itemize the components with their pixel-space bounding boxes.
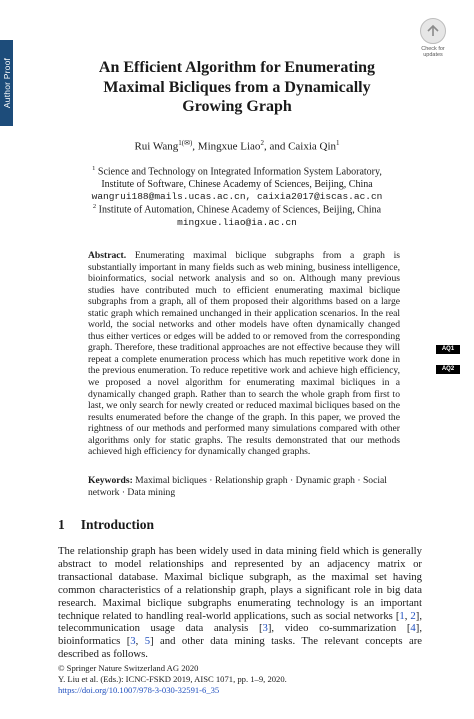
copyright-line: © Springer Nature Switzerland AG 2020 [58, 663, 199, 673]
check-for-updates-label: Check for updates [421, 46, 445, 58]
check-for-updates-icon [420, 18, 446, 44]
keywords-text: Maximal bicliques · Relationship graph · Dynamic graph · Social network · Data mining [88, 475, 387, 498]
affiliation-2-email: mingxue.liao@ia.ac.cn [177, 216, 297, 228]
abstract [88, 250, 400, 458]
introduction-paragraph: The relationship graph has been widely used in data mining field which is generally abstract to model relationships and represented by an adjacency matrix or transactional database. Maximal biclique subgraph, as the maximal set having common characteristics of a relationship graph, plays a significant role in big data research. Maximal biclique subgraphs enumerating technology is an important technique related to handling real-world applications, such as social networks [1, 2], telecommunication usage data analysis [3], video co-summarization [4], bioinformatics [3, 5] and other data mining tasks. The relevant concepts are described as follows. [58, 545, 423, 661]
author-proof-label: Author Proof [1, 57, 12, 109]
affiliation-1-email: wangrui188@mails.ucas.ac.cn, caixia2017@iscas.ac.cn [91, 191, 383, 203]
check-for-updates-badge[interactable] [418, 18, 448, 62]
author-query-tag-2[interactable]: AQ2 [436, 365, 460, 374]
section-title: Introduction [80, 517, 155, 532]
citation-link[interactable]: 3 [262, 622, 268, 635]
citation-link[interactable]: 3 [130, 635, 136, 648]
keywords [88, 475, 400, 498]
doi-link[interactable]: https://doi.org/10.1007/978-3-030-32591-6_35 [58, 684, 220, 695]
keywords-label: Keywords: [88, 475, 133, 486]
paper-title: An Efficient Algorithm for Enumerating Maximal Bicliques from a Dynamically Growing Graph [98, 59, 376, 115]
citation-line: Y. Liu et al. (Eds.): ICNC-FSKD 2019, AISC 1071, pp. 1–9, 2020. [58, 673, 287, 684]
abstract-text: Enumerating maximal biclique subgraphs from a graph is substantially important in many fields such as web mining, business intelligence, bioinformatics, social network analysis and so on. Although many previous studies have contributed much to efficient enumerating maximal biclique subgraphs from a graph, all of them proposed their algorithms based on a large static graph which remained unchanged in their application scenarios. In the real world, the social networks and other models have often dynamically changed thus either vertices or edges will be added to or removed from the corresponding graph. Therefore, these traditional approaches are not effective because they will repeat a complete enumeration process which has much repetitive work done in the previous enumeration. To reduce repetitive work and achieve high efficiency, we proposed a novel algorithm for enumerating maximal bicliques in a dynamically changed graph. Rather than to search the whole graph from first to last, we only search for newly created or reduced maximal bicliques based on the results enumerated before the change of the graph. In this paper, we proved the rightness of our methods and performed many simulations compared with other algorithms only for static graphs. The results demonstrated that our methods achieved high efficiency for dynamically changed graphs. [88, 250, 400, 458]
footer [58, 663, 422, 695]
section-number: 1 [58, 517, 65, 532]
citation-link[interactable]: 1 [399, 609, 405, 622]
affiliation-1: $^1$ Science and Technology on Integrated Information System Laboratory, Institute of Software, Chinese Academy of Sciences, Beijing, China wangrui188@mails.ucas.ac.cn, caixia2017@iscas.ac.cn [40, 163, 434, 204]
author-list: Rui Wang$^{1(✉)}$, Mingxue Liao$^2$, and Caixia Qin$^1$ [134, 139, 340, 153]
author-query-tag-1[interactable]: AQ1 [436, 345, 460, 354]
affiliation-2: $^2$ Institute of Automation, Chinese Academy of Sciences, Beijing, China mingxue.liao@ia.ac.cn [40, 201, 434, 229]
abstract-label: Abstract. [88, 250, 127, 261]
section-heading [58, 517, 154, 533]
citation-link[interactable]: 5 [144, 635, 151, 648]
citation-link[interactable]: 4 [410, 622, 416, 635]
citation-link[interactable]: 2 [410, 609, 416, 622]
author-proof-tab [0, 40, 13, 126]
